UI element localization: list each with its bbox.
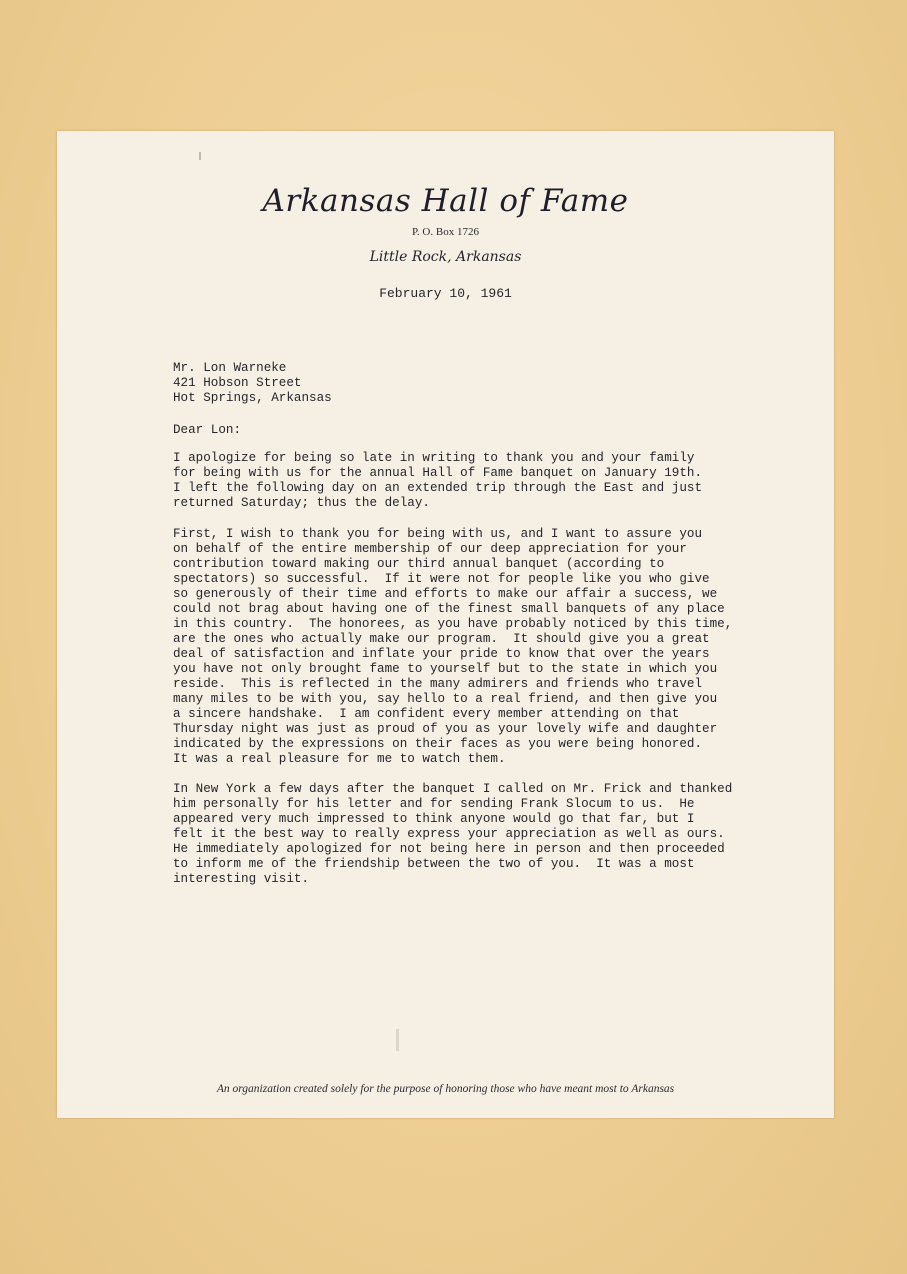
text-line: deal of satisfaction and inflate your pride to know that over the years [173, 647, 710, 661]
address-line: Mr. Lon Warneke [173, 361, 287, 375]
letterhead-footer: An organization created solely for the purpose of honoring those who have meant most to Arkansas [216, 1083, 675, 1095]
text-line: so generously of their time and efforts to make our affair a success, we [173, 587, 718, 601]
text-line: First, I wish to thank you for being with us, and I want to assure you [173, 527, 703, 541]
paragraph-1 [173, 451, 702, 511]
text-line: in this country. The honorees, as you have probably noticed by this time, [173, 617, 733, 631]
text-line: are the ones who actually make our program. It should give you a great [173, 632, 710, 646]
text-line: felt it the best way to really express your appreciation as well as ours. [173, 827, 725, 841]
text-line: indicated by the expressions on their faces as you were being honored. [173, 737, 703, 751]
letterhead-city: Little Rock, Arkansas [369, 249, 522, 265]
text-line: on behalf of the entire membership of our deep appreciation for your [173, 542, 687, 556]
paper-speck [199, 152, 201, 160]
text-line: In New York a few days after the banquet I called on Mr. Frick and thanked [173, 782, 733, 796]
text-line: reside. This is reflected in the many admirers and friends who travel [173, 677, 703, 691]
text-line: many miles to be with you, say hello to a real friend, and then give you [173, 692, 718, 706]
address-line: 421 Hobson Street [173, 376, 302, 390]
salutation: Dear Lon: [173, 423, 242, 437]
text-line: to inform me of the friendship between the two of you. It was a most [173, 857, 695, 871]
paragraph-3 [173, 782, 732, 887]
letter-date: February 10, 1961 [379, 286, 512, 301]
letterhead-title: Arkansas Hall of Fame [262, 183, 629, 219]
paper-speck [396, 1029, 399, 1051]
text-line: It was a real pleasure for me to watch them. [173, 752, 506, 766]
recipient-address [173, 361, 332, 406]
letterhead-po-box: P. O. Box 1726 [412, 226, 479, 238]
text-line: contribution toward making our third annual banquet (according to [173, 557, 665, 571]
text-line: could not brag about having one of the finest small banquets of any place [173, 602, 725, 616]
paragraph-2 [173, 527, 732, 767]
letter-sheet [57, 131, 834, 1118]
text-line: returned Saturday; thus the delay. [173, 496, 430, 510]
text-line: Thursday night was just as proud of you as your lovely wife and daughter [173, 722, 718, 736]
text-line: for being with us for the annual Hall of Fame banquet on January 19th. [173, 466, 703, 480]
text-line: spectators) so successful. If it were not for people like you who give [173, 572, 710, 586]
text-line: a sincere handshake. I am confident every member attending on that [173, 707, 680, 721]
text-line: you have not only brought fame to yourself but to the state in which you [173, 662, 718, 676]
address-line: Hot Springs, Arkansas [173, 391, 332, 405]
text-line: He immediately apologized for not being here in person and then proceeded [173, 842, 725, 856]
text-line: him personally for his letter and for sending Frank Slocum to us. He [173, 797, 695, 811]
text-line: I left the following day on an extended trip through the East and just [173, 481, 703, 495]
text-line: interesting visit. [173, 872, 310, 886]
text-line: I apologize for being so late in writing to thank you and your family [173, 451, 695, 465]
text-line: appeared very much impressed to think anyone would go that far, but I [173, 812, 695, 826]
